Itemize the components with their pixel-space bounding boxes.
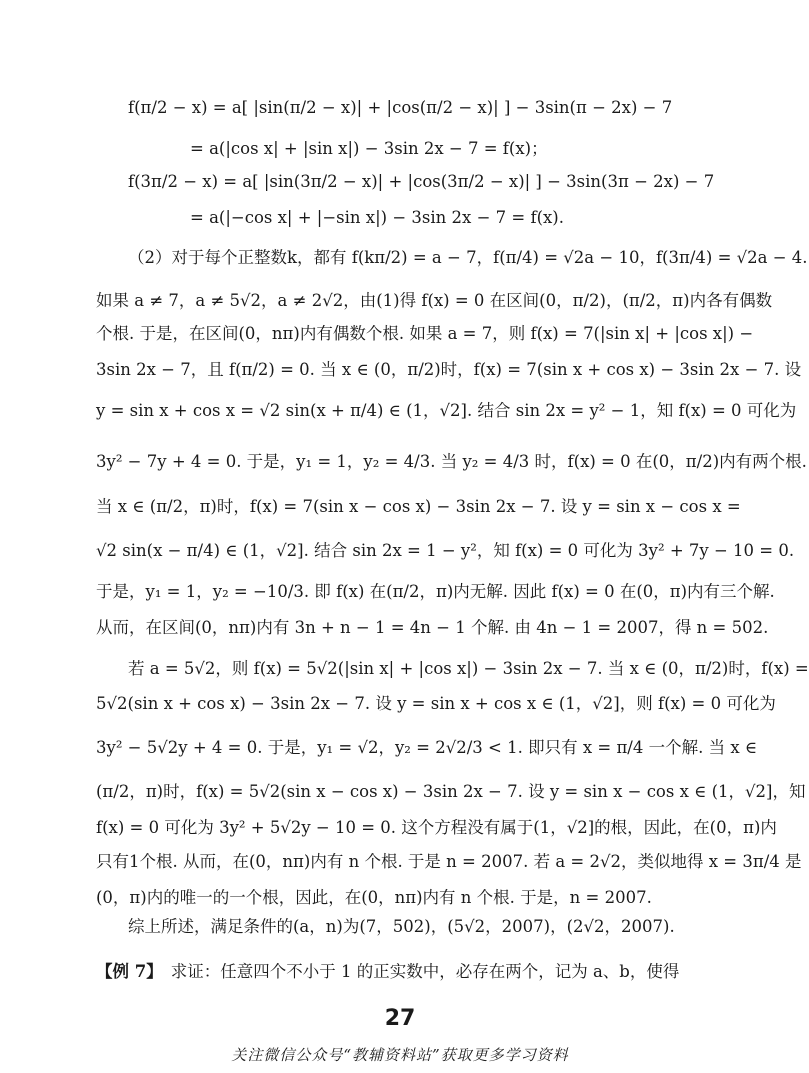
equation-line-4: = a(|−cos x| + |−sin x|) − 3sin 2x − 7 = f(x).: [190, 208, 564, 227]
text-line-14: 从而，在区间(0，nπ)内有 3n + n − 1 = 4n − 1 个解. 由 4n − 1 = 2007，得 n = 502.: [96, 618, 769, 637]
text-line-16: 5√2(sin x + cos x) − 3sin 2x − 7. 设 y = sin x + cos x ∈ (1，√2]，则 f(x) = 0 可化为: [96, 694, 776, 713]
text-line-22: 综上所述，满足条件的(a，n)为(7，502)，(5√2，2007)，(2√2，2007).: [128, 917, 675, 936]
text-line-12: √2 sin(x − π/4) ∈ (1，√2]. 结合 sin 2x = 1 − y²，知 f(x) = 0 可化为 3y² + 7y − 10 = 0.: [96, 541, 795, 560]
text-line-17: 3y² − 5√2y + 4 = 0. 于是，y₁ = √2，y₂ = 2√2/3 < 1. 即只有 x = π/4 一个解. 当 x ∈: [96, 738, 758, 757]
equation-line-1: f(π/2 − x) = a[ |sin(π/2 − x)| + |cos(π/2 − x)| ] − 3sin(π − 2x) − 7: [128, 98, 673, 117]
text-line-6: 如果 a ≠ 7，a ≠ 5√2，a ≠ 2√2，由(1)得 f(x) = 0 在区间(0，π/2)，(π/2，π)内各有偶数: [96, 291, 773, 310]
text-line-5: （2）对于每个正整数k，都有 f(kπ/2) = a − 7，f(π/4) = √2a − 10，f(3π/4) = √2a − 4.: [128, 248, 808, 267]
text-line-10: 3y² − 7y + 4 = 0. 于是，y₁ = 1，y₂ = 4/3. 当 y₂ = 4/3 时，f(x) = 0 在(0，π/2)内有两个根.: [96, 452, 807, 471]
text-line-18: (π/2，π)时，f(x) = 5√2(sin x − cos x) − 3sin 2x − 7. 设 y = sin x − cos x ∈ (1，√2]，知: [96, 782, 806, 801]
text-line-19: f(x) = 0 可化为 3y² + 5√2y − 10 = 0. 这个方程没有属于(1，√2]的根，因此，在(0，π)内: [96, 818, 777, 837]
text-line-13: 于是，y₁ = 1，y₂ = −10/3. 即 f(x) 在(π/2，π)内无解. 因此 f(x) = 0 在(0，π)内有三个解.: [96, 582, 775, 601]
text-line-21: (0，π)内的唯一的一个根，因此，在(0，nπ)内有 n 个根. 于是，n = 2007.: [96, 888, 652, 907]
equation-line-3: f(3π/2 − x) = a[ |sin(3π/2 − x)| + |cos(3π/2 − x)| ] − 3sin(3π − 2x) − 7: [128, 172, 715, 191]
text-line-7: 个根. 于是，在区间(0，nπ)内有偶数个根. 如果 a = 7，则 f(x) = 7(|sin x| + |cos x|) −: [96, 324, 754, 343]
example-text: 求证：任意四个不小于 1 的正实数中，必存在两个，记为 a、b，使得: [170, 962, 680, 981]
text-line-8: 3sin 2x − 7，且 f(π/2) = 0. 当 x ∈ (0，π/2)时，f(x) = 7(sin x + cos x) − 3sin 2x − 7. 设: [96, 360, 802, 379]
footer-note: 关注微信公众号“教辅资料站”获取更多学习资料: [231, 1046, 569, 1064]
text-line-11: 当 x ∈ (π/2，π)时，f(x) = 7(sin x − cos x) − 3sin 2x − 7. 设 y = sin x − cos x =: [96, 497, 741, 516]
page-number: 27: [384, 1006, 416, 1031]
equation-line-2: = a(|cos x| + |sin x|) − 3sin 2x − 7 = f(x)；: [190, 139, 548, 158]
text-line-20: 只有1个根. 从而，在(0，nπ)内有 n 个根. 于是 n = 2007. 若 a = 2√2，类似地得 x = 3π/4 是: [96, 852, 802, 871]
example-7: [96, 958, 679, 982]
example-tag: 【例 7】: [96, 962, 163, 981]
text-line-9: y = sin x + cos x = √2 sin(x + π/4) ∈ (1，√2]. 结合 sin 2x = y² − 1，知 f(x) = 0 可化为: [96, 401, 797, 420]
text-line-15: 若 a = 5√2，则 f(x) = 5√2(|sin x| + |cos x|) − 3sin 2x − 7. 当 x ∈ (0，π/2)时，f(x) =: [128, 659, 809, 678]
